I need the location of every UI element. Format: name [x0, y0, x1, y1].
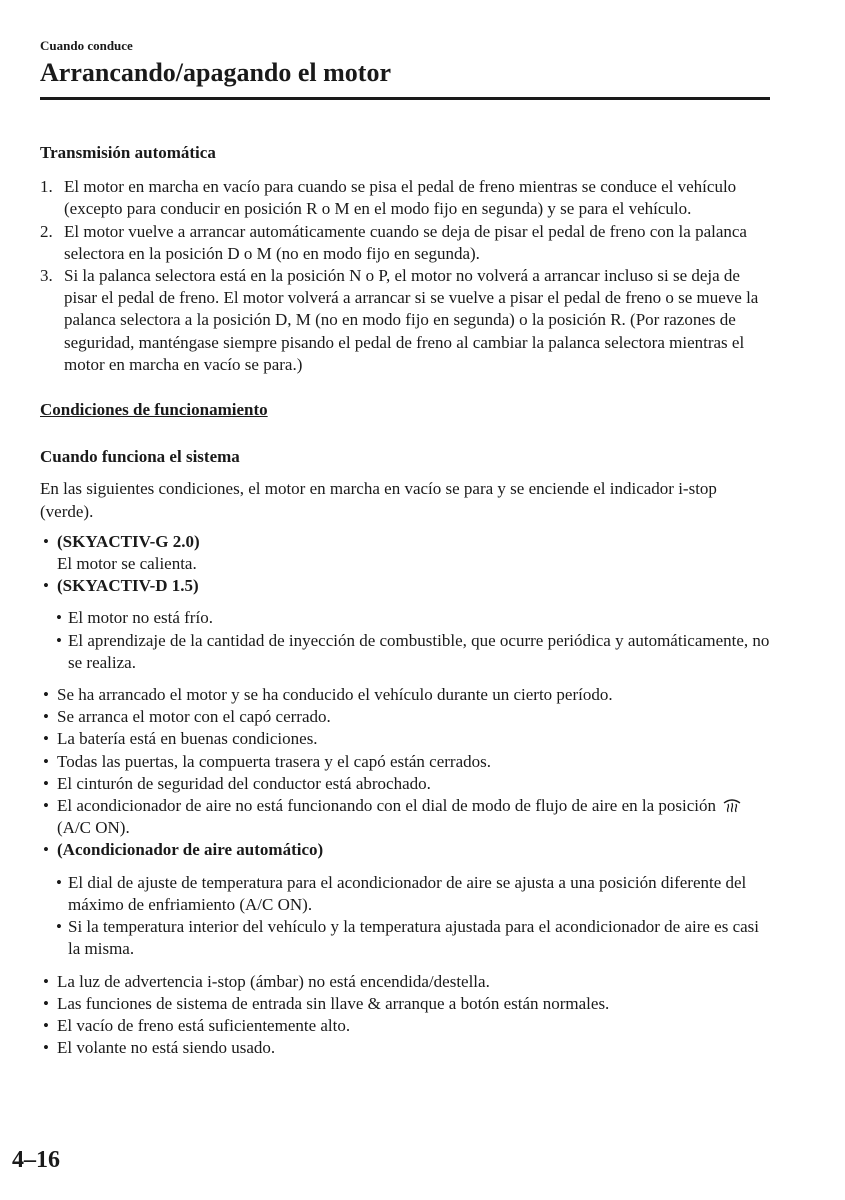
- bullet: •: [43, 1015, 49, 1035]
- item-text: El motor no está frío.: [68, 608, 213, 628]
- skyactiv-d-list: [40, 575, 770, 597]
- conditions-list-a: [40, 684, 770, 862]
- item-text: El volante no está siendo usado.: [57, 1038, 276, 1058]
- item-text: El dial de ajuste de temperatura para el acondicionador de aire se ajusta a una posición diferente del máximo de enfriamiento (A/C ON).: [68, 872, 747, 914]
- skyactiv-g-label: (SKYACTIV-G 2.0): [57, 531, 200, 551]
- list-item: [40, 221, 770, 265]
- list-item: [54, 630, 770, 674]
- list-item: [54, 916, 770, 960]
- skyactiv-g-text: El motor se calienta.: [57, 554, 197, 574]
- item-text: El cinturón de seguridad del conductor está abrochado.: [57, 773, 431, 793]
- item-number: 1.: [40, 177, 53, 197]
- list-item: [40, 1015, 770, 1037]
- conditions-intro: En las siguientes condiciones, el motor en marcha en vacío se para y se enciende el indicador i-stop (verde).: [40, 479, 717, 521]
- item-text: Se ha arrancado el motor y se ha conducido el vehículo durante un cierto período.: [57, 685, 613, 705]
- list-item: [40, 971, 770, 993]
- bullet: •: [43, 707, 49, 727]
- list-item: [40, 773, 770, 795]
- item-text: El motor vuelve a arrancar automáticamente cuando se deja de pisar el pedal de freno con la palanca selectora en la posición D o M (no en modo fijo en segunda).: [64, 221, 747, 263]
- bullet: •: [43, 993, 49, 1013]
- item-text: El aprendizaje de la cantidad de inyección de combustible, que ocurre periódica y automáticamente, no se realiza.: [68, 630, 770, 672]
- bullet: •: [43, 729, 49, 749]
- ac-item-text: El acondicionador de aire no está funcionando con el dial de modo de flujo de aire en la posición: [57, 796, 716, 816]
- ac-item-suffix: (A/C ON).: [57, 818, 130, 838]
- list-item: [40, 728, 770, 750]
- bullet: •: [43, 751, 49, 771]
- transmission-list: [40, 176, 770, 376]
- list-item: [40, 575, 770, 597]
- page-content: [40, 142, 770, 1059]
- defroster-icon: [722, 797, 742, 813]
- conditions-heading: Condiciones de funcionamiento: [40, 400, 268, 420]
- item-number: 3.: [40, 266, 53, 286]
- list-item: [54, 872, 770, 916]
- list-item: [40, 706, 770, 728]
- bullet: •: [43, 796, 49, 816]
- item-text: Si la palanca selectora está en la posición N o P, el motor no volverá a arrancar incluso si se deja de pisar el pedal de freno. El motor volverá a arrancar si se vuelve a pisar el pedal de freno o se mueve la palanca selectora a la posición D, M (no en modo fijo en segunda) o la posición R. (Por razones de seguridad, manténgase siempre pisando el pedal de freno al cambiar la palanca selectora mientras el motor en marcha en vacío se para.): [64, 266, 759, 374]
- item-number: 2.: [40, 221, 53, 241]
- page-number: 4–16: [12, 1147, 60, 1173]
- list-item: [40, 751, 770, 773]
- bullet: •: [43, 576, 49, 596]
- list-item: [54, 607, 770, 629]
- skyactiv-d-sublist: [40, 607, 770, 674]
- page-title: Arrancando/apagando el motor: [40, 58, 391, 87]
- title-rule: [40, 97, 770, 100]
- conditions-subheading: Cuando funciona el sistema: [40, 447, 240, 467]
- item-text: Si la temperatura interior del vehículo y la temperatura ajustada para el acondicionador de aire es casi la misma.: [68, 917, 760, 959]
- bullet: •: [43, 1038, 49, 1058]
- item-text: La luz de advertencia i-stop (ámbar) no está encendida/destella.: [57, 971, 490, 991]
- bullet: •: [43, 971, 49, 991]
- item-text: El vacío de freno está suficientemente alto.: [57, 1015, 351, 1035]
- list-item: [40, 839, 770, 861]
- list-item: [40, 795, 770, 839]
- bullet: •: [56, 872, 62, 892]
- item-text: Se arranca el motor con el capó cerrado.: [57, 707, 331, 727]
- list-item: [40, 1037, 770, 1059]
- item-text: Todas las puertas, la compuerta trasera y el capó están cerrados.: [57, 751, 492, 771]
- item-text: Las funciones de sistema de entrada sin llave & arranque a botón están normales.: [57, 993, 610, 1013]
- conditions-list-b: [40, 971, 770, 1060]
- skyactiv-d-label: (SKYACTIV-D 1.5): [57, 576, 199, 596]
- list-item: [40, 531, 770, 553]
- bullet: •: [43, 531, 49, 551]
- bullet: •: [43, 773, 49, 793]
- list-item: [40, 993, 770, 1015]
- skyactiv-list: [40, 531, 770, 553]
- list-item: [40, 265, 770, 376]
- section-label: Cuando conduce: [40, 38, 133, 53]
- item-text: La batería está en buenas condiciones.: [57, 729, 318, 749]
- bullet: •: [56, 608, 62, 628]
- bullet: •: [43, 685, 49, 705]
- bullet: •: [56, 917, 62, 937]
- bullet: •: [56, 630, 62, 650]
- list-item: [40, 684, 770, 706]
- bullet: •: [43, 840, 49, 860]
- auto-ac-sublist: [40, 872, 770, 961]
- transmission-heading: Transmisión automática: [40, 143, 216, 162]
- list-item: [40, 176, 770, 220]
- auto-ac-label: (Acondicionador de aire automático): [57, 840, 324, 860]
- item-text: El motor en marcha en vacío para cuando se pisa el pedal de freno mientras se conduce el vehículo (excepto para conducir en posición R o M en el modo fijo en segunda) y se para el vehículo.: [64, 177, 737, 219]
